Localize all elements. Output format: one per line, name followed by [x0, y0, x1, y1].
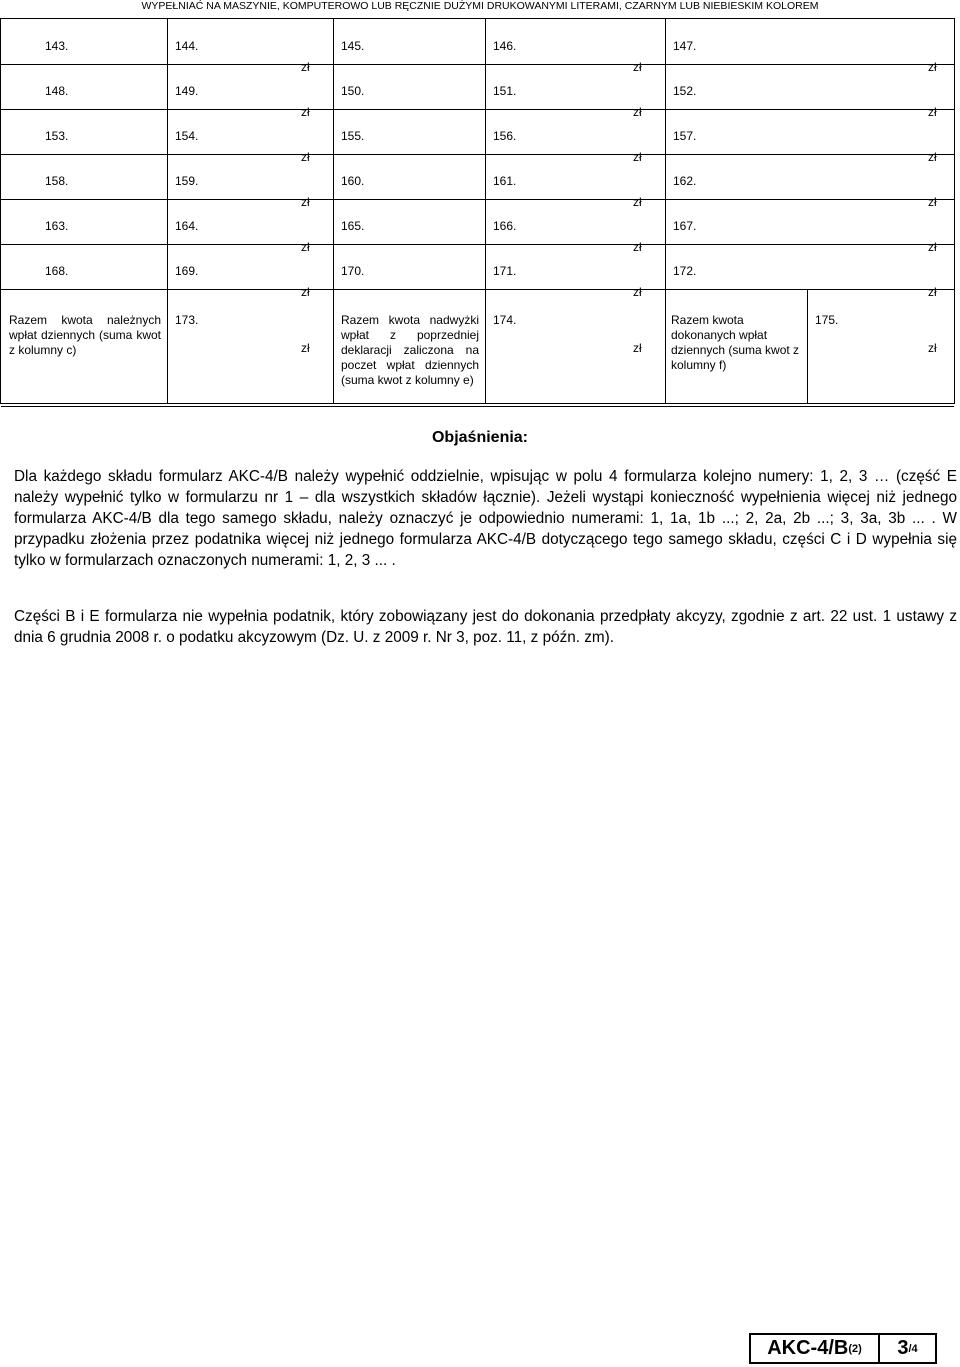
- amount-field-170[interactable]: [373, 246, 455, 287]
- amount-field-172[interactable]: [705, 246, 926, 287]
- form-footer-box: [749, 1333, 937, 1364]
- amount-field-145[interactable]: [373, 21, 455, 62]
- currency-label: zł: [301, 150, 310, 164]
- form-instruction-header: WYPEŁNIAĆ NA MASZYNIE, KOMPUTEROWO LUB RĘCZNIE DUŻYMI DRUKOWANYMI LITERAMI, CZARNYM LUB NIEBIESKIM KOLOREM: [141, 0, 819, 12]
- currency-label: zł: [301, 195, 310, 209]
- amount-field-162[interactable]: [705, 156, 926, 197]
- currency-label: zł: [928, 285, 937, 299]
- field-number: 163.: [45, 219, 69, 233]
- totals-column-divider: [807, 289, 808, 403]
- currency-label: zł: [928, 341, 937, 355]
- field-number: 153.: [45, 129, 69, 143]
- grid-row-divider: [1, 64, 955, 65]
- field-number: 165.: [341, 219, 365, 233]
- explanations-title: Objaśnienia:: [431, 429, 529, 446]
- field-number: 158.: [45, 174, 69, 188]
- currency-label: zł: [301, 285, 310, 299]
- currency-label: zł: [633, 285, 642, 299]
- amount-field-171[interactable]: [525, 246, 635, 287]
- amount-field-148[interactable]: [41, 66, 137, 107]
- currency-label: zł: [633, 60, 642, 74]
- amount-field-152[interactable]: [705, 66, 926, 107]
- field-number: 155.: [341, 129, 365, 143]
- field-number: 159.: [175, 174, 199, 188]
- field-number: 170.: [341, 264, 365, 278]
- grid-row-divider: [1, 244, 955, 245]
- currency-label: zł: [301, 240, 310, 254]
- totals-row-divider: [1, 289, 955, 290]
- amount-field-143[interactable]: [41, 21, 137, 62]
- field-number: 161.: [493, 174, 517, 188]
- amount-field-149[interactable]: [207, 66, 303, 107]
- amount-field-166[interactable]: [525, 201, 635, 242]
- totals-column-divider: [167, 289, 168, 403]
- amount-field-163[interactable]: [41, 201, 137, 242]
- currency-label: zł: [633, 150, 642, 164]
- field-number: 162.: [673, 174, 697, 188]
- currency-label: zł: [633, 240, 642, 254]
- amount-field-169[interactable]: [207, 246, 303, 287]
- field-number: 160.: [341, 174, 365, 188]
- field-number: 144.: [175, 39, 199, 53]
- currency-label: zł: [928, 150, 937, 164]
- currency-label: zł: [301, 341, 310, 355]
- form-id-cell: [751, 1335, 880, 1362]
- total-paid-field-175[interactable]: [845, 293, 945, 399]
- page-number-cell: [880, 1335, 935, 1362]
- amount-field-159[interactable]: [207, 156, 303, 197]
- explanations-paragraph-2: Części B i E formularza nie wypełnia podatnik, który zobowiązany jest do dokonania przedpłaty akcyzy, zgodnie z art. 22 ust. 1 ustawy z dnia 6 grudnia 2008 r. o podatku akcyzowym (Dz. U. z 2009 r. Nr 3, poz. 11, z późn. zm).: [14, 608, 957, 646]
- field-number: 168.: [45, 264, 69, 278]
- currency-label: zł: [928, 60, 937, 74]
- page-total: /4: [908, 1342, 918, 1355]
- explanations-paragraph-1: Dla każdego składu formularz AKC-4/B należy wypełnić oddzielnie, wpisując w polu 4 formularza kolejno numery: 1, 2, 3 … (część E należy wypełnić tylko w formularzu nr 1 – dla wszystkich składów łącznie). Jeżeli wystąpi konieczność wypełnienia więcej niż jednego formularza AKC-4/B dla tego samego składu, należy oznaczyć je odpowiednio numerami: 1, 1a, 1b ...; 2, 2a, 2b ...; 3, 3a, 3b ... . W przypadku złożenia przez podatnika więcej niż jednego formularza AKC-4/B dotyczącego tego samego składu, części C i D wypełnia się tylko w formularzach oznaczonych numerami: 1, 2, 3 ... .: [14, 468, 957, 569]
- field-number: 149.: [175, 84, 199, 98]
- field-number: 166.: [493, 219, 517, 233]
- amount-field-167[interactable]: [705, 201, 926, 242]
- currency-label: zł: [633, 105, 642, 119]
- currency-label: zł: [928, 240, 937, 254]
- grid-row-divider: [1, 154, 955, 155]
- field-number: 151.: [493, 84, 517, 98]
- total-due-label: Razem kwota należnych wpłat dziennych (suma kwot z kolumny c): [9, 313, 161, 357]
- field-number: 152.: [673, 84, 697, 98]
- currency-label: zł: [633, 341, 642, 355]
- field-number: 171.: [493, 264, 517, 278]
- amount-field-154[interactable]: [207, 111, 303, 152]
- grid-row-divider: [1, 109, 955, 110]
- amount-field-150[interactable]: [373, 66, 455, 107]
- field-number: 164.: [175, 219, 199, 233]
- field-number: 172.: [673, 264, 697, 278]
- amount-field-160[interactable]: [373, 156, 455, 197]
- totals-column-divider: [333, 289, 334, 403]
- table-bottom-border: [1, 403, 954, 407]
- form-version: (2): [848, 1342, 862, 1355]
- field-number: 156.: [493, 129, 517, 143]
- amount-field-156[interactable]: [525, 111, 635, 152]
- currency-label: zł: [633, 195, 642, 209]
- amount-field-168[interactable]: [41, 246, 137, 287]
- field-number: 157.: [673, 129, 697, 143]
- field-number: 145.: [341, 39, 365, 53]
- form-name: AKC-4/B: [767, 1337, 849, 1359]
- page-number: 3: [897, 1337, 909, 1359]
- currency-label: zł: [301, 60, 310, 74]
- total-due-field-173-number: 173.: [175, 313, 199, 327]
- amount-field-157[interactable]: [705, 111, 926, 152]
- amount-field-147[interactable]: [705, 21, 926, 62]
- total-paid-label: Razem kwota dokonanych wpłat dziennych (suma kwot z kolumny f): [671, 313, 800, 372]
- amount-field-161[interactable]: [525, 156, 635, 197]
- amount-field-158[interactable]: [41, 156, 137, 197]
- amount-field-165[interactable]: [373, 201, 455, 242]
- field-number: 154.: [175, 129, 199, 143]
- amount-field-153[interactable]: [41, 111, 137, 152]
- total-surplus-label: Razem kwota nadwyżki wpłat z poprzedniej deklaracji zaliczona na poczet wpłat dziennych (suma kwot z kolumny e): [341, 313, 479, 387]
- amount-field-151[interactable]: [525, 66, 635, 107]
- field-number: 148.: [45, 84, 69, 98]
- amount-field-155[interactable]: [373, 111, 455, 152]
- totals-column-divider: [665, 289, 666, 403]
- totals-column-divider: [485, 289, 486, 403]
- field-number: 147.: [673, 39, 697, 53]
- total-paid-field-175-number: 175.: [815, 313, 839, 327]
- total-surplus-field-174-number: 174.: [493, 313, 517, 327]
- field-number: 150.: [341, 84, 365, 98]
- grid-row-divider: [1, 199, 955, 200]
- field-number: 146.: [493, 39, 517, 53]
- field-number: 167.: [673, 219, 697, 233]
- amount-field-164[interactable]: [207, 201, 303, 242]
- currency-label: zł: [301, 105, 310, 119]
- total-due-field-173[interactable]: [205, 293, 305, 399]
- field-number: 143.: [45, 39, 69, 53]
- total-surplus-field-174[interactable]: [523, 293, 623, 399]
- amount-field-146[interactable]: [525, 21, 635, 62]
- currency-label: zł: [928, 105, 937, 119]
- amount-field-144[interactable]: [207, 21, 303, 62]
- currency-label: zł: [928, 195, 937, 209]
- daily-payments-table: [0, 18, 955, 404]
- field-number: 169.: [175, 264, 199, 278]
